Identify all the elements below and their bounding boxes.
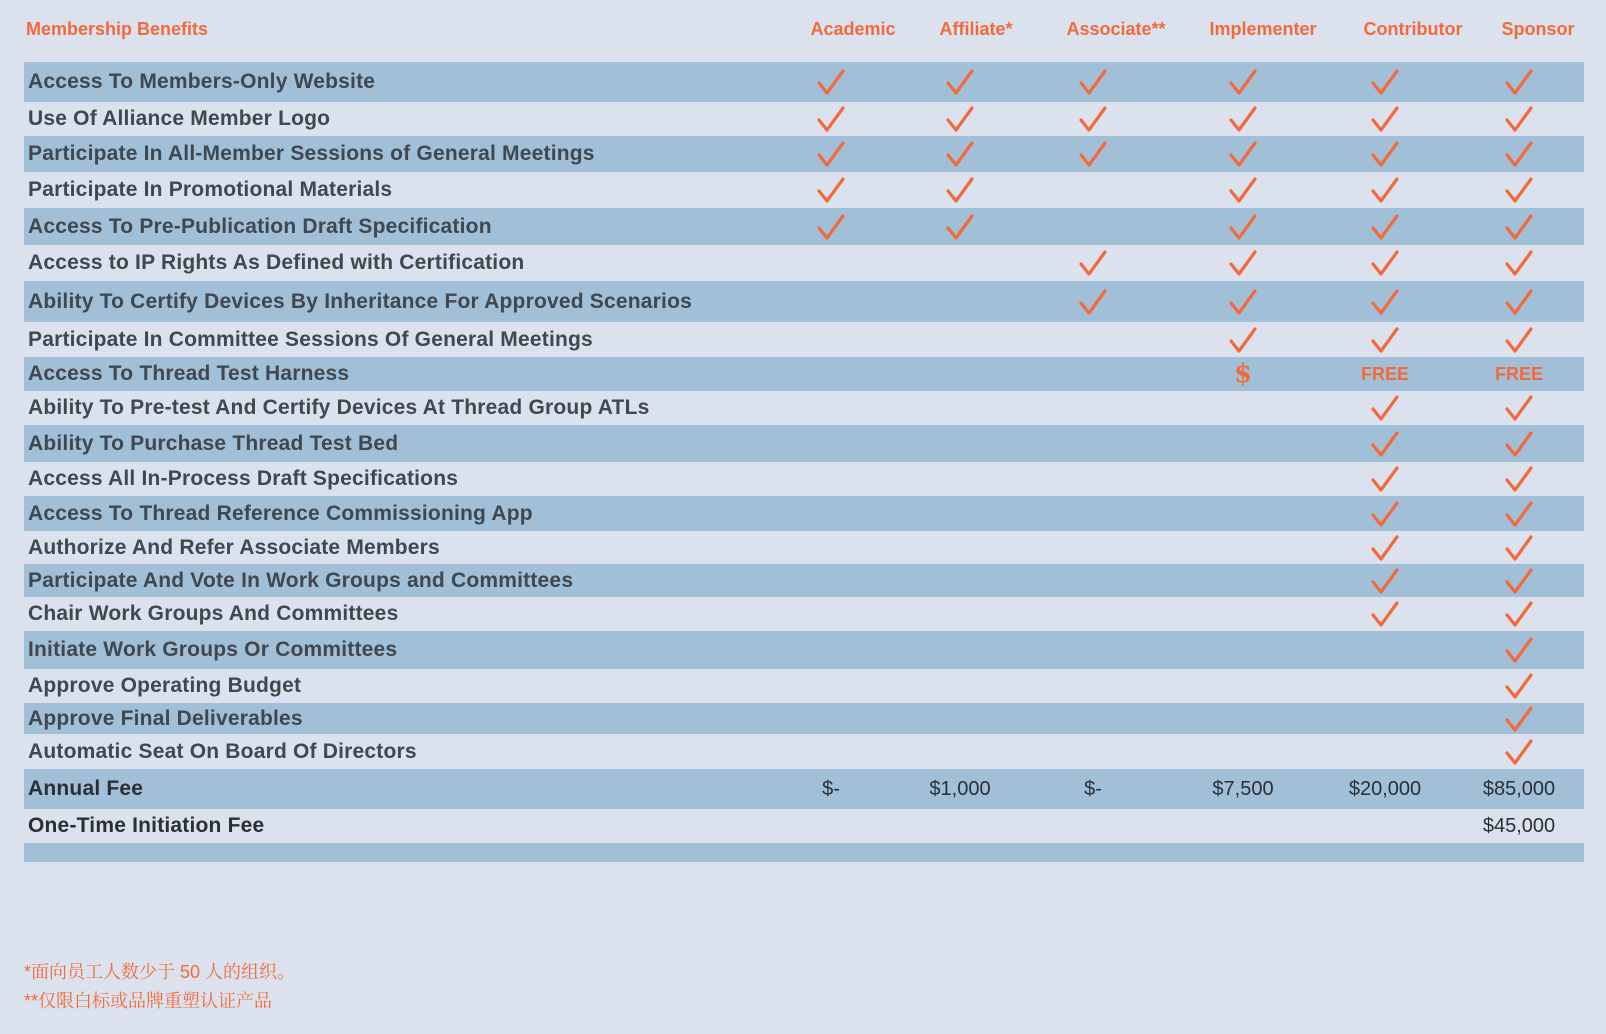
check-icon (945, 68, 975, 96)
footnote-associate: **仅限白标或品牌重塑认证产品 (24, 991, 273, 1011)
free-label: FREE (1494, 363, 1543, 384)
benefit-check (1188, 102, 1298, 136)
check-icon (1504, 176, 1534, 204)
benefit-row (24, 172, 1584, 208)
benefit-label: Authorize And Refer Associate Members (28, 535, 440, 559)
benefit-label: Participate In All-Member Sessions of General Meetings (28, 142, 595, 165)
benefit-check (1330, 462, 1440, 496)
check-icon (1228, 288, 1258, 316)
benefit-row (24, 208, 1584, 245)
table-header (0, 14, 1606, 44)
fee-cell (1188, 769, 1298, 809)
benefit-check (1464, 208, 1574, 245)
check-icon (1228, 176, 1258, 204)
benefit-row (24, 631, 1584, 669)
check-icon (1370, 500, 1400, 528)
benefit-check (1464, 245, 1574, 281)
annual-fee-row (24, 769, 1584, 809)
fee-cell (1038, 769, 1148, 809)
tier-implementer: Implementer (1209, 19, 1317, 39)
benefit-label: Access To Members-Only Website (28, 70, 376, 93)
check-icon (1228, 140, 1258, 168)
fee-cell (776, 769, 886, 809)
tier-associate: Associate** (1066, 19, 1166, 39)
benefit-check (1464, 531, 1574, 564)
benefit-check (1464, 102, 1574, 136)
benefit-row (24, 357, 1584, 391)
benefit-check (1464, 597, 1574, 631)
benefit-label: Use Of Alliance Member Logo (28, 107, 331, 130)
fee-value: $45,000 (1482, 814, 1556, 837)
check-icon (1228, 326, 1258, 354)
benefit-label: Access To Thread Test Harness (28, 362, 350, 385)
benefit-check (1188, 62, 1298, 102)
fee-cell (905, 769, 1015, 809)
fee-value: $- (1084, 777, 1102, 800)
benefit-row (24, 425, 1584, 462)
check-icon (1504, 672, 1534, 700)
check-icon (1504, 140, 1534, 168)
benefit-free (1464, 357, 1574, 391)
benefit-label: Ability To Certify Devices By Inheritance For Approved Scenarios (28, 289, 692, 313)
fee-label: Annual Fee (28, 777, 144, 800)
benefit-check (1330, 322, 1440, 357)
benefit-check (1330, 245, 1440, 281)
benefit-check (1330, 391, 1440, 425)
check-icon (1370, 465, 1400, 493)
check-icon (945, 213, 975, 241)
check-icon (1078, 249, 1108, 277)
check-icon (1504, 636, 1534, 664)
benefit-check (1188, 172, 1298, 208)
benefit-label: Participate In Committee Sessions Of General Meetings (28, 327, 593, 351)
tier-sponsor: Sponsor (1501, 19, 1575, 39)
benefit-label: Participate In Promotional Materials (28, 178, 393, 201)
benefit-check (1188, 136, 1298, 172)
benefit-check (1330, 172, 1440, 208)
paid-label: $ (1233, 359, 1253, 389)
benefit-row (24, 136, 1584, 172)
check-icon (1504, 500, 1534, 528)
benefit-check (776, 62, 886, 102)
benefit-check (1464, 322, 1574, 357)
check-icon (816, 213, 846, 241)
benefit-check (1464, 669, 1574, 703)
check-icon (1370, 600, 1400, 628)
benefit-check (905, 136, 1015, 172)
benefit-check (776, 136, 886, 172)
check-icon (945, 105, 975, 133)
benefit-check (1330, 531, 1440, 564)
benefit-row (24, 597, 1584, 631)
check-icon (1370, 326, 1400, 354)
benefit-check (1464, 734, 1574, 769)
benefit-check (1038, 102, 1148, 136)
check-icon (1504, 68, 1534, 96)
benefit-check (1038, 62, 1148, 102)
check-icon (1228, 249, 1258, 277)
check-icon (1504, 394, 1534, 422)
benefit-check (1188, 245, 1298, 281)
benefit-check (905, 62, 1015, 102)
benefit-check (1330, 281, 1440, 322)
check-icon (816, 176, 846, 204)
benefit-check (1464, 172, 1574, 208)
fee-cell (1330, 769, 1440, 809)
tier-contributor: Contributor (1363, 19, 1463, 39)
free-label: FREE (1360, 363, 1409, 384)
check-icon (1370, 567, 1400, 595)
benefit-check (1188, 208, 1298, 245)
benefit-check (1464, 564, 1574, 597)
benefit-label: Automatic Seat On Board Of Directors (28, 739, 417, 763)
check-icon (1504, 326, 1534, 354)
fee-value: $85,000 (1482, 777, 1556, 800)
fee-value: $20,000 (1348, 777, 1422, 800)
benefit-check (1188, 281, 1298, 322)
check-icon (816, 105, 846, 133)
benefit-label: Participate And Vote In Work Groups and Committees (28, 568, 574, 592)
benefit-label: Approve Operating Budget (28, 674, 302, 697)
benefit-label: Approve Final Deliverables (28, 706, 303, 730)
benefit-label: Ability To Purchase Thread Test Bed (28, 431, 399, 455)
check-icon (945, 176, 975, 204)
benefit-check (1464, 425, 1574, 462)
benefit-label: Ability To Pre-test And Certify Devices At Thread Group ATLs (28, 396, 650, 419)
benefit-row (24, 531, 1584, 564)
check-icon (1504, 105, 1534, 133)
fee-value: $7,500 (1212, 777, 1274, 800)
benefit-check (1330, 208, 1440, 245)
benefit-check (1038, 136, 1148, 172)
table-footer-bar (24, 843, 1584, 862)
benefit-label: Access To Pre-Publication Draft Specification (28, 214, 492, 238)
benefit-check (1038, 281, 1148, 322)
benefit-check (1330, 425, 1440, 462)
check-icon (1078, 140, 1108, 168)
benefit-row (24, 496, 1584, 531)
check-icon (1228, 105, 1258, 133)
benefit-check (905, 172, 1015, 208)
check-icon (1078, 68, 1108, 96)
benefit-check (905, 102, 1015, 136)
benefit-row (24, 669, 1584, 703)
benefit-check (1464, 462, 1574, 496)
tier-academic: Academic (810, 19, 896, 39)
check-icon (1370, 213, 1400, 241)
check-icon (1504, 465, 1534, 493)
check-icon (1504, 430, 1534, 458)
benefit-label: Access to IP Rights As Defined with Certification (28, 251, 525, 274)
benefit-check (1330, 136, 1440, 172)
check-icon (1370, 249, 1400, 277)
fee-cell (1464, 769, 1574, 809)
benefit-row (24, 391, 1584, 425)
check-icon (1370, 394, 1400, 422)
check-icon (945, 140, 975, 168)
benefit-free (1330, 357, 1440, 391)
benefits-table (24, 62, 1584, 862)
check-icon (1370, 288, 1400, 316)
benefit-label: Access To Thread Reference Commissioning App (28, 501, 533, 525)
benefit-check (1464, 391, 1574, 425)
benefit-label: Access All In-Process Draft Specifications (28, 467, 459, 490)
check-icon (816, 68, 846, 96)
fee-label: One-Time Initiation Fee (28, 814, 265, 837)
benefit-row (24, 245, 1584, 281)
benefit-label: Initiate Work Groups Or Committees (28, 638, 398, 661)
check-icon (1370, 140, 1400, 168)
check-icon (1504, 738, 1534, 766)
benefit-check (1330, 102, 1440, 136)
benefit-row (24, 462, 1584, 496)
benefit-row (24, 281, 1584, 322)
check-icon (816, 140, 846, 168)
check-icon (1078, 288, 1108, 316)
benefit-check (1330, 496, 1440, 531)
check-icon (1228, 213, 1258, 241)
benefit-check (1464, 136, 1574, 172)
benefit-row (24, 102, 1584, 136)
fee-value: $1,000 (929, 777, 991, 800)
benefit-check (1464, 62, 1574, 102)
footnote-affiliate: *面向员工人数少于 50 人的组织。 (24, 962, 296, 982)
check-icon (1078, 105, 1108, 133)
tier-affiliate: Affiliate* (939, 19, 1013, 39)
benefit-check (1464, 631, 1574, 669)
benefit-check (1330, 564, 1440, 597)
benefit-check (776, 102, 886, 136)
benefit-check (1188, 322, 1298, 357)
benefit-check (1038, 245, 1148, 281)
check-icon (1370, 105, 1400, 133)
fee-cell (1464, 809, 1574, 843)
benefit-row (24, 734, 1584, 769)
check-icon (1370, 430, 1400, 458)
fee-value: $- (822, 777, 840, 800)
header-title: Membership Benefits (26, 19, 209, 39)
check-icon (1228, 68, 1258, 96)
initiation-fee-row (24, 809, 1584, 843)
check-icon (1504, 567, 1534, 595)
benefit-row (24, 62, 1584, 102)
benefit-check (776, 172, 886, 208)
check-icon (1370, 534, 1400, 562)
benefit-check (1330, 62, 1440, 102)
benefit-check (1330, 597, 1440, 631)
benefit-paid (1188, 357, 1298, 391)
benefit-check (905, 208, 1015, 245)
benefit-check (1464, 281, 1574, 322)
check-icon (1504, 534, 1534, 562)
check-icon (1504, 705, 1534, 733)
check-icon (1504, 288, 1534, 316)
benefit-label: Chair Work Groups And Committees (28, 602, 399, 625)
check-icon (1370, 68, 1400, 96)
footnotes (24, 958, 295, 1016)
benefit-check (1464, 703, 1574, 734)
benefit-row (24, 564, 1584, 597)
check-icon (1504, 249, 1534, 277)
benefit-row (24, 322, 1584, 357)
benefit-check (1464, 496, 1574, 531)
check-icon (1504, 213, 1534, 241)
check-icon (1370, 176, 1400, 204)
benefit-check (776, 208, 886, 245)
benefit-row (24, 703, 1584, 734)
check-icon (1504, 600, 1534, 628)
